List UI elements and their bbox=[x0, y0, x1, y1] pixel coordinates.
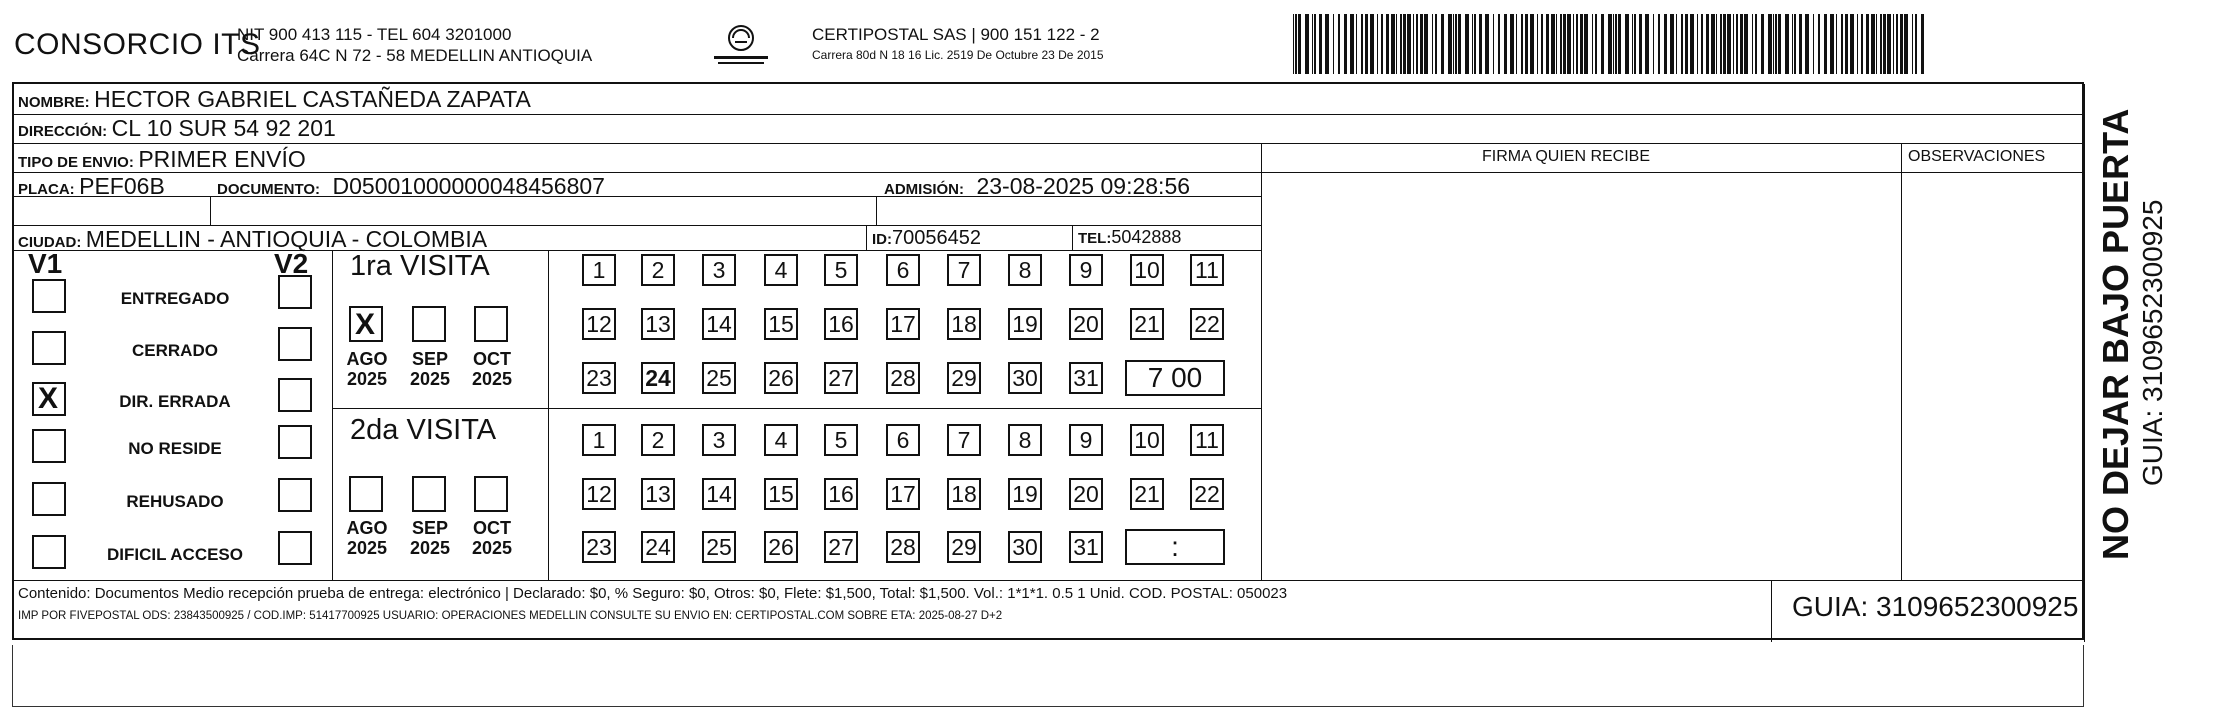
imp-line: IMP POR FIVEPOSTAL ODS: 23843500925 / COD.IMP: 51417700925 USUARIO: OPERACIONES MEDELLIN CONSULTE SU ENVIO EN: CERTIPOSTAL.COM SOBRE ETA: 2025-08-27 D+2 bbox=[18, 610, 1003, 622]
first-visit-day-15[interactable]: 15 bbox=[764, 308, 798, 340]
month-year: 2025 bbox=[471, 538, 513, 558]
admission-label: ADMISIÓN: bbox=[884, 181, 964, 198]
second-visit-day-25[interactable]: 25 bbox=[702, 531, 736, 563]
month-checkbox[interactable] bbox=[412, 476, 446, 512]
v2-label: V2 bbox=[274, 248, 309, 279]
month-label bbox=[464, 349, 520, 389]
plate-field bbox=[18, 173, 165, 200]
month-year: 2025 bbox=[471, 369, 513, 389]
first-visit-day-5[interactable]: 5 bbox=[824, 254, 858, 286]
month-name: AGO bbox=[346, 349, 388, 369]
id-label: ID: bbox=[872, 231, 892, 248]
second-visit-day-14[interactable]: 14 bbox=[702, 478, 736, 510]
id-value: 70056452 bbox=[892, 227, 981, 249]
admission-field bbox=[884, 173, 1190, 200]
first-visit-day-18[interactable]: 18 bbox=[947, 308, 981, 340]
company-name: CONSORCIO ITS bbox=[14, 28, 261, 61]
second-visit-day-12[interactable]: 12 bbox=[582, 478, 616, 510]
second-visit-day-17[interactable]: 17 bbox=[886, 478, 920, 510]
second-visit-day-30[interactable]: 30 bbox=[1008, 531, 1042, 563]
first-visit-day-2[interactable]: 2 bbox=[641, 254, 675, 286]
second-visit-day-5[interactable]: 5 bbox=[824, 424, 858, 456]
month-name: OCT bbox=[473, 349, 511, 369]
status-option-label: REHUSADO bbox=[126, 492, 224, 511]
month-year: 2025 bbox=[409, 369, 451, 389]
side-guia: GUIA: 3109652300925 bbox=[2137, 199, 2168, 486]
side-warning: NO DEJAR BAJO PUERTA bbox=[2095, 108, 2136, 560]
second-visit-day-28[interactable]: 28 bbox=[886, 531, 920, 563]
tel-field bbox=[1078, 227, 1181, 248]
first-visit-day-14[interactable]: 14 bbox=[702, 308, 736, 340]
second-visit-day-13[interactable]: 13 bbox=[641, 478, 675, 510]
first-visit-day-24[interactable]: 24 bbox=[641, 362, 675, 394]
v2-checkbox[interactable] bbox=[278, 425, 312, 459]
second-visit-day-26[interactable]: 26 bbox=[764, 531, 798, 563]
first-visit-day-25[interactable]: 25 bbox=[702, 362, 736, 394]
month-checkbox[interactable] bbox=[349, 476, 383, 512]
first-visit-day-16[interactable]: 16 bbox=[824, 308, 858, 340]
v2-checkbox[interactable] bbox=[278, 478, 312, 512]
document-label: DOCUMENTO: bbox=[217, 181, 321, 198]
month-checkbox[interactable] bbox=[474, 476, 508, 512]
second-visit-day-18[interactable]: 18 bbox=[947, 478, 981, 510]
footer-guia: GUIA: 3109652300925 bbox=[1792, 591, 2079, 622]
address-value: CL 10 SUR 54 92 201 bbox=[111, 115, 336, 141]
v2-checkbox[interactable] bbox=[278, 275, 312, 309]
lower-margin-box bbox=[12, 645, 2084, 707]
city-label: CIUDAD: bbox=[18, 234, 82, 251]
v1-checkbox[interactable] bbox=[32, 382, 66, 416]
second-visit-day-22[interactable]: 22 bbox=[1190, 478, 1224, 510]
document-field bbox=[217, 173, 605, 200]
first-visit-day-11[interactable]: 11 bbox=[1190, 254, 1224, 286]
second-visit-day-9[interactable]: 9 bbox=[1069, 424, 1103, 456]
status-option-label: ENTREGADO bbox=[120, 289, 230, 308]
second-visit-day-3[interactable]: 3 bbox=[702, 424, 736, 456]
v1-check-mark: X bbox=[38, 382, 59, 415]
second-visit-day-21[interactable]: 21 bbox=[1130, 478, 1164, 510]
first-visit-day-22[interactable]: 22 bbox=[1190, 308, 1224, 340]
second-visit-time[interactable]: : bbox=[1125, 529, 1225, 565]
v1-checkbox[interactable] bbox=[32, 279, 66, 313]
first-visit-day-30[interactable]: 30 bbox=[1008, 362, 1042, 394]
second-visit-day-31[interactable]: 31 bbox=[1069, 531, 1103, 563]
first-visit-day-13[interactable]: 13 bbox=[641, 308, 675, 340]
month-label bbox=[402, 349, 458, 389]
second-visit-day-20[interactable]: 20 bbox=[1069, 478, 1103, 510]
id-field bbox=[872, 227, 981, 250]
month-label bbox=[402, 518, 458, 558]
name-value: HECTOR GABRIEL CASTAÑEDA ZAPATA bbox=[94, 86, 531, 112]
month-year: 2025 bbox=[346, 369, 388, 389]
month-label bbox=[464, 518, 520, 558]
type-label: TIPO DE ENVIO: bbox=[18, 154, 134, 171]
first-visit-day-7[interactable]: 7 bbox=[947, 254, 981, 286]
first-visit-day-20[interactable]: 20 bbox=[1069, 308, 1103, 340]
second-visit-day-19[interactable]: 19 bbox=[1008, 478, 1042, 510]
first-visit-day-19[interactable]: 19 bbox=[1008, 308, 1042, 340]
document-value: D05001000000048456807 bbox=[332, 173, 605, 199]
first-visit-day-26[interactable]: 26 bbox=[764, 362, 798, 394]
month-name: OCT bbox=[473, 518, 511, 538]
first-visit-day-23[interactable]: 23 bbox=[582, 362, 616, 394]
name-label: NOMBRE: bbox=[18, 94, 90, 111]
company-address: Carrera 64C N 72 - 58 MEDELLIN ANTIOQUIA bbox=[237, 46, 593, 65]
type-value: PRIMER ENVÍO bbox=[138, 146, 306, 172]
status-option-label: DIFICIL ACCESO bbox=[106, 545, 243, 564]
second-visit-day-8[interactable]: 8 bbox=[1008, 424, 1042, 456]
first-visit-day-29[interactable]: 29 bbox=[947, 362, 981, 394]
second-visit-day-29[interactable]: 29 bbox=[947, 531, 981, 563]
month-checkbox[interactable] bbox=[474, 306, 508, 342]
first-visit-day-27[interactable]: 27 bbox=[824, 362, 858, 394]
second-visit-day-23[interactable]: 23 bbox=[582, 531, 616, 563]
first-visit-day-6[interactable]: 6 bbox=[886, 254, 920, 286]
month-name: SEP bbox=[411, 349, 449, 369]
shipping-form bbox=[12, 82, 2084, 640]
second-visit-day-11[interactable]: 11 bbox=[1190, 424, 1224, 456]
company-nit-tel: NIT 900 413 115 - TEL 604 3201000 bbox=[237, 25, 512, 44]
month-checkbox[interactable] bbox=[349, 306, 383, 342]
signature-label: FIRMA QUIEN RECIBE bbox=[1482, 148, 1651, 165]
first-visit-day-8[interactable]: 8 bbox=[1008, 254, 1042, 286]
name-row bbox=[18, 86, 531, 113]
plate-value: PEF06B bbox=[79, 173, 165, 199]
v1-label: V1 bbox=[28, 248, 63, 279]
month-label bbox=[339, 518, 395, 558]
v2-checkbox[interactable] bbox=[278, 378, 312, 412]
first-visit-day-12[interactable]: 12 bbox=[582, 308, 616, 340]
first-visit-time[interactable]: 7 00 bbox=[1125, 360, 1225, 396]
status-option-label: NO RESIDE bbox=[128, 439, 222, 458]
second-visit-day-7[interactable]: 7 bbox=[947, 424, 981, 456]
month-label bbox=[339, 349, 395, 389]
first-visit-day-10[interactable]: 10 bbox=[1130, 254, 1164, 286]
month-name: AGO bbox=[346, 518, 388, 538]
month-checkbox[interactable] bbox=[412, 306, 446, 342]
second-visit-label: 2da VISITA bbox=[350, 414, 497, 446]
first-visit-day-9[interactable]: 9 bbox=[1069, 254, 1103, 286]
v1-checkbox[interactable] bbox=[32, 535, 66, 569]
second-visit-day-4[interactable]: 4 bbox=[764, 424, 798, 456]
first-visit-day-17[interactable]: 17 bbox=[886, 308, 920, 340]
v1-checkbox[interactable] bbox=[32, 429, 66, 463]
address-label: DIRECCIÓN: bbox=[18, 123, 108, 140]
second-visit-day-10[interactable]: 10 bbox=[1130, 424, 1164, 456]
first-visit-day-4[interactable]: 4 bbox=[764, 254, 798, 286]
certipostal-logo bbox=[706, 22, 776, 68]
status-option-label: CERRADO bbox=[132, 341, 218, 360]
first-visit-day-31[interactable]: 31 bbox=[1069, 362, 1103, 394]
carrier-license: Carrera 80d N 18 16 Lic. 2519 De Octubre 23 De 2015 bbox=[812, 48, 1104, 62]
city-field bbox=[18, 226, 487, 253]
first-visit-day-21[interactable]: 21 bbox=[1130, 308, 1164, 340]
first-visit-label: 1ra VISITA bbox=[350, 250, 490, 282]
month-year: 2025 bbox=[409, 538, 451, 558]
city-value: MEDELLIN - ANTIOQUIA - COLOMBIA bbox=[85, 226, 488, 252]
second-visit-day-27[interactable]: 27 bbox=[824, 531, 858, 563]
month-check-mark: X bbox=[355, 308, 376, 341]
second-visit-day-2[interactable]: 2 bbox=[641, 424, 675, 456]
second-visit-day-24[interactable]: 24 bbox=[641, 531, 675, 563]
status-option-label: DIR. ERRADA bbox=[119, 392, 231, 411]
content-line: Contenido: Documentos Medio recepción prueba de entrega: electrónico | Declarado: $0, % Seguro: $0, Otros: $0, Flete: $1,500, Total: $1,500. Vol.: 1*1*1. 0.5 1 Unid. COD. POSTAL: 050023 bbox=[18, 585, 1288, 602]
second-visit-day-16[interactable]: 16 bbox=[824, 478, 858, 510]
v1-checkbox[interactable] bbox=[32, 331, 66, 365]
second-visit-day-15[interactable]: 15 bbox=[764, 478, 798, 510]
company-contact bbox=[237, 24, 592, 66]
barcode bbox=[1293, 14, 1926, 74]
plate-label: PLACA: bbox=[18, 181, 75, 198]
v2-checkbox[interactable] bbox=[278, 531, 312, 565]
first-visit-day-3[interactable]: 3 bbox=[702, 254, 736, 286]
carrier-info bbox=[812, 24, 1104, 63]
signature-area[interactable] bbox=[1263, 174, 1899, 578]
type-row bbox=[18, 146, 306, 173]
second-visit-day-6[interactable]: 6 bbox=[886, 424, 920, 456]
first-visit-day-1[interactable]: 1 bbox=[582, 254, 616, 286]
v2-checkbox[interactable] bbox=[278, 327, 312, 361]
first-visit-day-28[interactable]: 28 bbox=[886, 362, 920, 394]
observations-label: OBSERVACIONES bbox=[1908, 148, 2046, 165]
admission-value: 23-08-2025 09:28:56 bbox=[976, 173, 1191, 199]
month-year: 2025 bbox=[346, 538, 388, 558]
tel-label: TEL: bbox=[1078, 230, 1112, 247]
address-row bbox=[18, 115, 336, 142]
month-name: SEP bbox=[411, 518, 449, 538]
tel-value: 5042888 bbox=[1111, 227, 1182, 247]
v1-checkbox[interactable] bbox=[32, 482, 66, 516]
carrier-name: CERTIPOSTAL SAS | 900 151 122 - 2 bbox=[812, 25, 1100, 44]
observations-area[interactable] bbox=[1903, 174, 2082, 578]
second-visit-day-1[interactable]: 1 bbox=[582, 424, 616, 456]
